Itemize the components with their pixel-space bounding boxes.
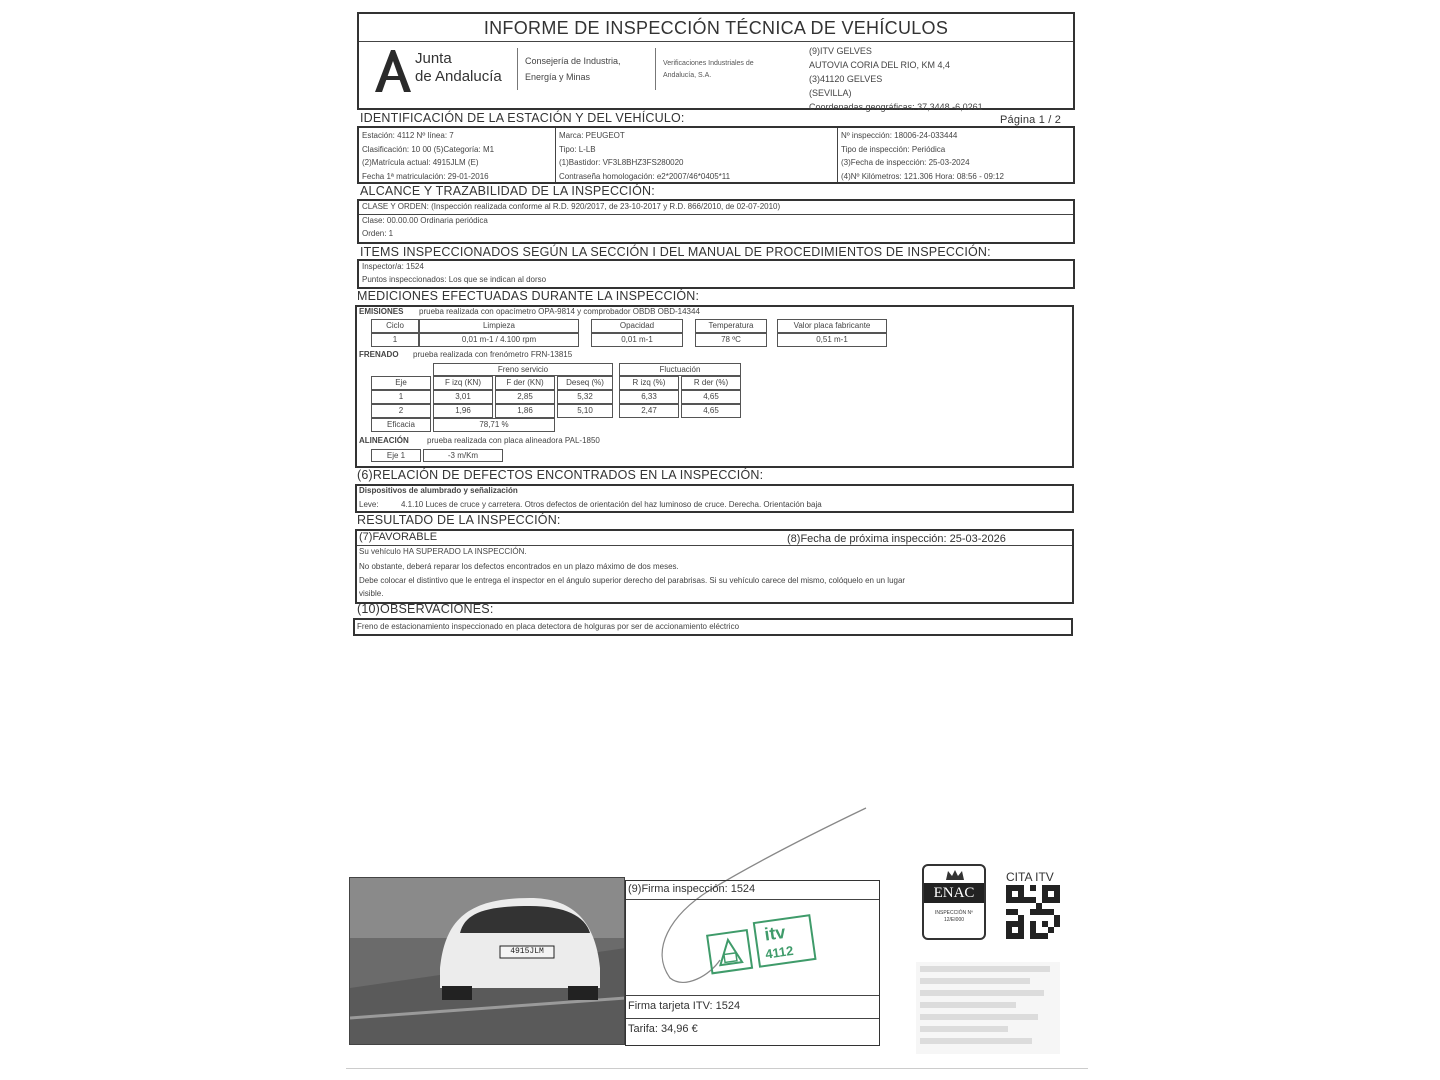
frenado-cell: 3,01: [433, 390, 493, 404]
firma-tarjeta: Firma tarjeta ITV: 1524: [628, 1000, 741, 1012]
frenado-header: Deseq (%): [557, 376, 613, 390]
items-box: [357, 259, 1075, 289]
firma-divider: [626, 995, 879, 996]
next-inspection-date: (8)Fecha de próxima inspección: 25-03-2026: [787, 533, 1006, 545]
emisiones-value: 0,01 m-1 / 4.100 rpm: [419, 333, 579, 347]
logo-line1: Junta: [415, 50, 452, 67]
station-line: (SEVILLA): [809, 88, 852, 98]
frenado-cell: 1: [371, 390, 431, 404]
resultado-status: (7)FAVORABLE: [359, 531, 438, 543]
identificacion-title: IDENTIFICACIÓN DE LA ESTACIÓN Y DEL VEHÍCULO:: [360, 111, 685, 125]
id-field: (1)Bastidor: VF3L8BHZ3FS280020: [559, 158, 684, 167]
identificacion-box: [357, 126, 1075, 184]
defectos-level: Leve:: [359, 500, 379, 509]
freno-servicio-header: Freno servicio: [433, 363, 613, 376]
station-line: (9)ITV GELVES: [809, 46, 872, 56]
alcance-line: Orden: 1: [362, 229, 394, 238]
emisiones-header: Opacidad: [591, 319, 683, 333]
stamp-itv: itv: [763, 921, 787, 945]
frenado-cell: 2,47: [619, 404, 679, 418]
observaciones-box: [353, 618, 1073, 636]
firma-box: [625, 880, 880, 1046]
itv-stamp: [705, 914, 821, 977]
alineacion-value: -3 m/Km: [423, 449, 503, 462]
emisiones-label: EMISIONES: [359, 307, 404, 316]
vehicle-photo: [349, 877, 625, 1045]
blurred-region: [916, 962, 1060, 1054]
tarifa: Tarifa: 34,96 €: [628, 1023, 698, 1035]
alineacion-text: prueba realizada con placa alineadora PAL-1850: [427, 436, 600, 445]
frenado-header: Eje: [371, 376, 431, 390]
verificaciones-line1: Verificaciones Industriales de: [663, 60, 754, 67]
observaciones-text: Freno de estacionamiento inspeccionado en placa detectora de holguras por ser de accionamiento eléctrico: [357, 622, 740, 631]
emisiones-header: Ciclo: [371, 319, 419, 333]
emisiones-text: prueba realizada con opacímetro OPA-9814 y comprobador OBDB OBD-14344: [419, 307, 700, 316]
header-divider: [359, 41, 1073, 42]
defectos-text: 4.1.10 Luces de cruce y carretera. Otros defectos de orientación del haz luminoso de cruce. Derecha. Orientación baja: [401, 500, 822, 509]
eficacia-label: Eficacia: [371, 418, 431, 432]
consejeria-divider: [655, 48, 656, 90]
station-line: Coordenadas geográficas: 37,3448 -6,0261: [809, 102, 983, 112]
id-field: (3)Fecha de inspección: 25-03-2024: [841, 158, 970, 167]
verificaciones-line2: Andalucía, S.A.: [663, 72, 712, 79]
station-line: AUTOVIA CORIA DEL RIO, KM 4,4: [809, 60, 951, 70]
crown-icon: [944, 868, 966, 882]
consejeria-line1: Consejería de Industria,: [525, 56, 621, 66]
id-col-divider: [837, 128, 838, 182]
id-field: Fecha 1ª matriculación: 29-01-2016: [362, 171, 489, 181]
resultado-divider: [357, 545, 1072, 546]
resultado-line: No obstante, deberá reparar los defectos encontrados en un plazo máximo de dos meses.: [359, 562, 679, 571]
vehicle-plate: 4915JLM: [510, 947, 544, 956]
enac-logo: ENAC: [924, 883, 984, 903]
alcance-box: [357, 199, 1075, 244]
id-col-divider: [555, 128, 556, 182]
frenado-header: R der (%): [681, 376, 741, 390]
emisiones-value: 78 ºC: [695, 333, 767, 347]
id-field: Estación: 4112 Nº línea: 7: [362, 131, 454, 140]
frenado-cell: 2: [371, 404, 431, 418]
frenado-header: R izq (%): [619, 376, 679, 390]
mediciones-title: MEDICIONES EFECTUADAS DURANTE LA INSPECCIÓN:: [357, 289, 700, 303]
frenado-cell: 5,32: [557, 390, 613, 404]
firma-divider: [626, 899, 879, 900]
frenado-cell: 6,33: [619, 390, 679, 404]
items-line: Puntos inspeccionados: Los que se indican al dorso: [362, 275, 547, 284]
items-line: Inspector/a: 1524: [362, 262, 424, 271]
frenado-cell: 1,86: [495, 404, 555, 418]
frenado-text: prueba realizada con frenómetro FRN-13815: [413, 350, 573, 359]
defectos-box: [355, 484, 1074, 513]
frenado-label: FRENADO: [359, 350, 399, 359]
id-field: (4)Nº Kilómetros: 121.306 Hora: 08:56 - 09:12: [841, 171, 1005, 181]
alineacion-eje: Eje 1: [371, 449, 421, 462]
junta-logo: [373, 48, 513, 94]
eficacia-value: 78,71 %: [433, 418, 555, 432]
resultado-box: [355, 529, 1074, 604]
frenado-cell: 1,96: [433, 404, 493, 418]
resultado-line: visible.: [359, 589, 384, 598]
frenado-cell: 4,65: [681, 390, 741, 404]
logo-line2: de Andalucía: [415, 68, 502, 85]
vehicle-photo-image: [350, 878, 625, 1045]
enac-badge: [922, 864, 986, 940]
emisiones-value: 0,01 m-1: [591, 333, 683, 347]
alcance-divider: [359, 214, 1073, 215]
frenado-header: F izq (KN): [433, 376, 493, 390]
firma-inspeccion: (9)Firma inspección: 1524: [628, 883, 756, 895]
id-field: Tipo de inspección: Periódica: [841, 144, 946, 154]
stamp-itv-box: [753, 914, 817, 968]
document-title: INFORME DE INSPECCIÓN TÉCNICA DE VEHÍCULOS: [483, 18, 949, 38]
alineacion-label: ALINEACIÓN: [359, 436, 409, 445]
resultado-line: Debe colocar el distintivo que le entrega el inspector en el ángulo superior derecho del parabrisas. Si su vehículo carece del mismo, colóquelo en un lugar: [359, 576, 906, 585]
emisiones-value: 0,51 m-1: [777, 333, 887, 347]
logo-divider: [517, 48, 518, 90]
alcance-line: CLASE Y ORDEN: (Inspección realizada conforme al R.D. 920/2017, de 23-10-2017 y R.D. 866/2010, de 02-07-2010): [362, 202, 781, 211]
frenado-header: F der (KN): [495, 376, 555, 390]
frenado-cell: 4,65: [681, 404, 741, 418]
fluctuacion-header: Fluctuación: [619, 363, 741, 376]
stamp-number: 4112: [764, 942, 795, 962]
cita-itv-label: CITA ITV: [1006, 870, 1054, 884]
bottom-rule: [346, 1068, 1088, 1069]
page-number: Página 1 / 2: [1000, 114, 1062, 126]
alcance-line: Clase: 00.00.00 Ordinaria periódica: [362, 216, 488, 225]
mediciones-box: [355, 305, 1074, 468]
frenado-cell: 5,10: [557, 404, 613, 418]
junta-logo-icon: [373, 48, 413, 94]
header-box: [357, 12, 1075, 110]
id-field: Clasificación: 10 00 (5)Categoría: M1: [362, 144, 495, 154]
station-info: [809, 44, 983, 114]
qr-code-icon[interactable]: [1006, 885, 1060, 939]
id-field: Nº inspección: 18006-24-033444: [841, 131, 958, 140]
emisiones-header: Temperatura: [695, 319, 767, 333]
enac-subtitle: INSPECCIÓN Nº 12/EI000: [935, 910, 973, 923]
defectos-title: (6)RELACIÓN DE DEFECTOS ENCONTRADOS EN LA INSPECCIÓN:: [357, 468, 764, 482]
emisiones-value: 1: [371, 333, 419, 347]
id-field: (2)Matrícula actual: 4915JLM (E): [362, 158, 479, 167]
station-line: (3)41120 GELVES: [809, 74, 883, 84]
items-title: ITEMS INSPECCIONADOS SEGÚN LA SECCIÓN I DEL MANUAL DE PROCEDIMIENTOS DE INSPECCIÓN:: [360, 245, 991, 259]
defectos-group: Dispositivos de alumbrado y señalización: [359, 486, 518, 495]
emisiones-header: Valor placa fabricante: [777, 319, 887, 333]
emisiones-header: Limpieza: [419, 319, 579, 333]
id-field: Tipo: L-LB: [559, 144, 596, 154]
observaciones-title: (10)OBSERVACIONES:: [357, 602, 494, 616]
resultado-line: Su vehículo HA SUPERADO LA INSPECCIÓN.: [359, 547, 527, 556]
alcance-title: ALCANCE Y TRAZABILIDAD DE LA INSPECCIÓN:: [360, 184, 655, 198]
consejeria-line2: Energía y Minas: [525, 72, 591, 82]
id-field: Contraseña homologación: e2*2007/46*0405*11: [559, 171, 731, 181]
firma-divider: [626, 1018, 879, 1019]
resultado-title: RESULTADO DE LA INSPECCIÓN:: [357, 513, 561, 527]
stamp-badge-icon: [706, 929, 753, 974]
frenado-cell: 2,85: [495, 390, 555, 404]
id-field: Marca: PEUGEOT: [559, 131, 625, 140]
